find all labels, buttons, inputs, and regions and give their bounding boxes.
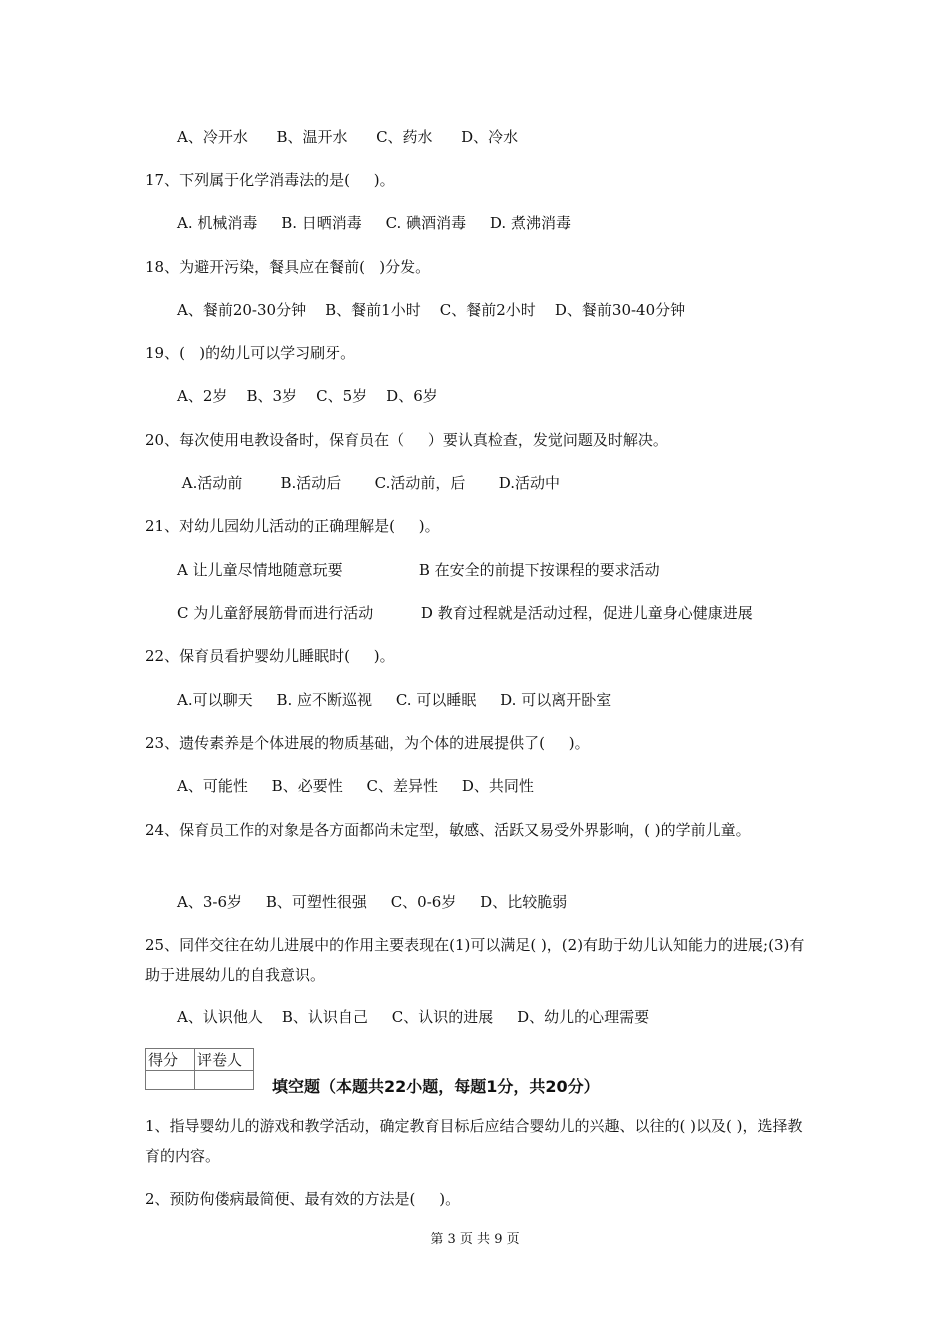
question-25: 25、同伴交往在幼儿进展中的作用主要表现在(1)可以满足( )，(2)有助于幼儿认知能力的进展;(3)有助于进展幼儿的自我意识。 <box>145 936 805 984</box>
options-25: A、认识他人 B、认识自己 C、认识的进展 D、幼儿的心理需要 <box>177 1008 650 1026</box>
options-24: A、3-6岁 B、可塑性很强 C、0-6岁 D、比较脆弱 <box>177 893 568 911</box>
grader-header: 评卷人 <box>195 1049 254 1071</box>
fill-question-1: 1、指导婴幼儿的游戏和教学活动，确定教育目标后应结合婴幼儿的兴趣、以往的( )以及( )，选择教育的内容。 <box>145 1117 803 1165</box>
grader-cell[interactable] <box>195 1071 254 1090</box>
score-header: 得分 <box>146 1049 195 1071</box>
options-17: A. 机械消毒 B. 日晒消毒 C. 碘酒消毒 D. 煮沸消毒 <box>177 214 571 232</box>
page-footer: 第 3 页 共 9 页 <box>430 1232 520 1247</box>
question-24: 24、保育员工作的对象是各方面都尚未定型，敏感、活跃又易受外界影响，( )的学前儿童。 <box>145 821 751 839</box>
question-22: 22、保育员看护婴幼儿睡眠时( )。 <box>145 647 395 665</box>
options-20: A.活动前 B.活动后 C.活动前，后 D.活动中 <box>177 474 561 492</box>
options-23: A、可能性 B、必要性 C、差异性 D、共同性 <box>177 777 534 795</box>
score-cell[interactable] <box>146 1071 195 1090</box>
question-19: 19、( )的幼儿可以学习刷牙。 <box>145 344 356 362</box>
options-19: A、2岁 B、3岁 C、5岁 D、6岁 <box>177 387 438 405</box>
options-18: A、餐前20-30分钟 B、餐前1小时 C、餐前2小时 D、餐前30-40分钟 <box>177 301 686 319</box>
options-22: A.可以聊天 B. 应不断巡视 C. 可以睡眠 D. 可以离开卧室 <box>177 691 612 709</box>
options-16: A、冷开水 B、温开水 C、药水 D、冷水 <box>177 128 519 146</box>
section-title: 填空题（本题共22小题，每题1分，共20分） <box>272 1077 600 1096</box>
fill-question-2: 2、预防佝偻病最简便、最有效的方法是( )。 <box>145 1190 461 1208</box>
question-17: 17、下列属于化学消毒法的是( )。 <box>145 171 395 189</box>
question-23: 23、遗传素养是个体进展的物质基础，为个体的进展提供了( )。 <box>145 734 590 752</box>
question-18: 18、为避开污染，餐具应在餐前( )分发。 <box>145 258 431 276</box>
options-21-cd: C 为儿童舒展筋骨而进行活动 D 教育过程就是活动过程，促进儿童身心健康进展 <box>177 604 753 622</box>
question-20: 20、每次使用电教设备时，保育员在（ ）要认真检查，发觉问题及时解决。 <box>145 431 668 449</box>
question-21: 21、对幼儿园幼儿活动的正确理解是( )。 <box>145 517 440 535</box>
options-21-ab: A 让儿童尽情地随意玩要 B 在安全的前提下按课程的要求活动 <box>177 561 660 579</box>
score-table <box>145 1048 254 1090</box>
